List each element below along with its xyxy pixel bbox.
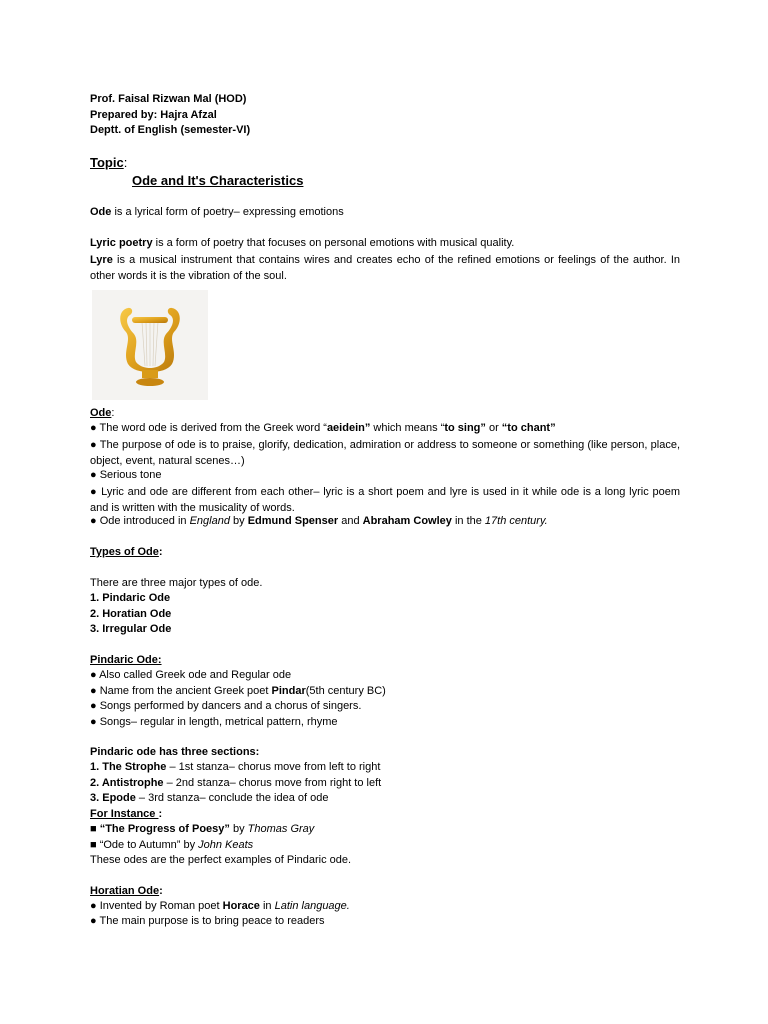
square-bullet-icon: ■	[90, 823, 100, 835]
topic-label: Topic	[90, 155, 124, 170]
list-item: 2. Horatian Ode	[90, 608, 172, 620]
ode-term: Ode	[90, 206, 112, 218]
list-item	[90, 824, 314, 835]
topic-title: Ode and It's Characteristics	[132, 173, 304, 188]
t: Latin language.	[274, 900, 350, 912]
list-item	[90, 762, 380, 773]
ode-bullet-origin	[90, 423, 556, 434]
cowley: Abraham Cowley	[362, 515, 452, 527]
t: by	[229, 823, 248, 835]
list-item: ● Also called Greek ode and Regular ode	[90, 669, 292, 681]
t: ● Name from the ancient Greek poet	[90, 685, 272, 697]
list-item	[90, 840, 253, 851]
lyric-poetry-definition	[90, 238, 514, 249]
ode-heading: Ode	[90, 407, 112, 419]
t: ■ “Ode to Autumn” by	[90, 839, 199, 851]
list-item: ● Songs performed by dancers and a chorus of singers.	[90, 700, 362, 712]
lyre-icon	[92, 290, 208, 400]
ode-heading-colon: :	[111, 407, 115, 419]
ode-definition	[90, 207, 344, 218]
list-item	[90, 778, 381, 789]
aeidein: aeidein”	[326, 422, 371, 434]
list-item: ● Songs– regular in length, metrical pattern, rhyme	[90, 716, 338, 728]
t: in	[259, 900, 275, 912]
for-instance-line	[90, 809, 162, 820]
t: ● Ode introduced in	[90, 515, 190, 527]
spenser: Edmund Spenser	[247, 515, 339, 527]
epode: 3. Epode	[90, 792, 136, 804]
antistrophe: 2. Antistrophe	[90, 777, 164, 789]
england: England	[189, 515, 230, 527]
pindaric-heading: Pindaric Ode:	[90, 654, 162, 666]
list-item: ● The main purpose is to bring peace to readers	[90, 915, 325, 927]
to-chant: “to chant”	[501, 422, 556, 434]
ode-bullet-difference: ● Lyric and ode are different from each other– lyric is a short poem and lyre is used in it while ode is a long lyric poem and is written with the musicality of words.	[90, 486, 680, 514]
t: – 2nd stanza– chorus move from right to left	[163, 777, 382, 789]
t: and	[338, 515, 363, 527]
department: Deptt. of English (semester-VI)	[90, 124, 251, 136]
horace: Horace	[222, 900, 260, 912]
topic-colon: :	[123, 155, 128, 170]
topic-label-line	[90, 156, 127, 169]
t: by	[229, 515, 248, 527]
author-prof: Prof. Faisal Rizwan Mal (HOD)	[90, 93, 247, 105]
list-item	[90, 901, 350, 912]
t: ● The word ode is derived from the Greek word “	[90, 422, 327, 434]
horatian-heading: Horatian Ode	[90, 885, 160, 897]
list-item	[90, 793, 328, 804]
t: Thomas Gray	[247, 823, 315, 835]
ode-bullet-purpose: ● The purpose of ode is to praise, glorify, dedication, admiration or address to someone or something (like person, place, object, event, natural scenes…)	[90, 439, 680, 467]
for-instance-colon: :	[158, 808, 163, 820]
for-instance-heading: For Instance	[90, 808, 159, 820]
t: or	[485, 422, 502, 434]
t: which means “	[370, 422, 445, 434]
t: ● Invented by Roman poet	[90, 900, 223, 912]
lyre-definition	[90, 253, 680, 284]
t: – 3rd stanza– conclude the idea of ode	[135, 792, 329, 804]
to-sing: to sing”	[444, 422, 486, 434]
horatian-heading-line	[90, 886, 163, 897]
lyric-def: is a form of poetry that focuses on personal emotions with musical quality.	[152, 237, 515, 249]
t: John Keats	[198, 839, 254, 851]
t: (5th century BC)	[305, 685, 386, 697]
types-intro: There are three major types of ode.	[90, 577, 263, 589]
t: “The Progress of Poesy”	[99, 823, 230, 835]
list-item	[90, 686, 386, 697]
lyre-term: Lyre	[90, 254, 113, 266]
ode-def: is a lyrical form of poetry– expressing emotions	[111, 206, 344, 218]
century: 17th century.	[484, 515, 548, 527]
t: in the	[451, 515, 485, 527]
strophe: 1. The Strophe	[90, 761, 167, 773]
prepared-by: Prepared by: Hajra Afzal	[90, 109, 217, 121]
ode-bullet-tone: ● Serious tone	[90, 469, 162, 481]
lyre-def: is a musical instrument that contains wires and creates echo of the refined emotions or feelings of the author. In other words it is the vibration of the soul.	[90, 254, 680, 282]
list-item: 3. Irregular Ode	[90, 623, 172, 635]
pindar: Pindar	[271, 685, 306, 697]
ode-heading-line	[90, 408, 114, 419]
list-item: 1. Pindaric Ode	[90, 592, 171, 604]
horatian-colon: :	[159, 885, 163, 897]
types-heading: Types of Ode	[90, 546, 159, 558]
pindaric-closing: These odes are the perfect examples of Pindaric ode.	[90, 854, 352, 866]
t: – 1st stanza– chorus move from left to right	[166, 761, 381, 773]
types-colon: :	[158, 546, 163, 558]
ode-bullet-introduced	[90, 516, 548, 527]
types-heading-line	[90, 547, 163, 558]
lyric-term: Lyric poetry	[90, 237, 153, 249]
sections-heading: Pindaric ode has three sections:	[90, 746, 260, 758]
